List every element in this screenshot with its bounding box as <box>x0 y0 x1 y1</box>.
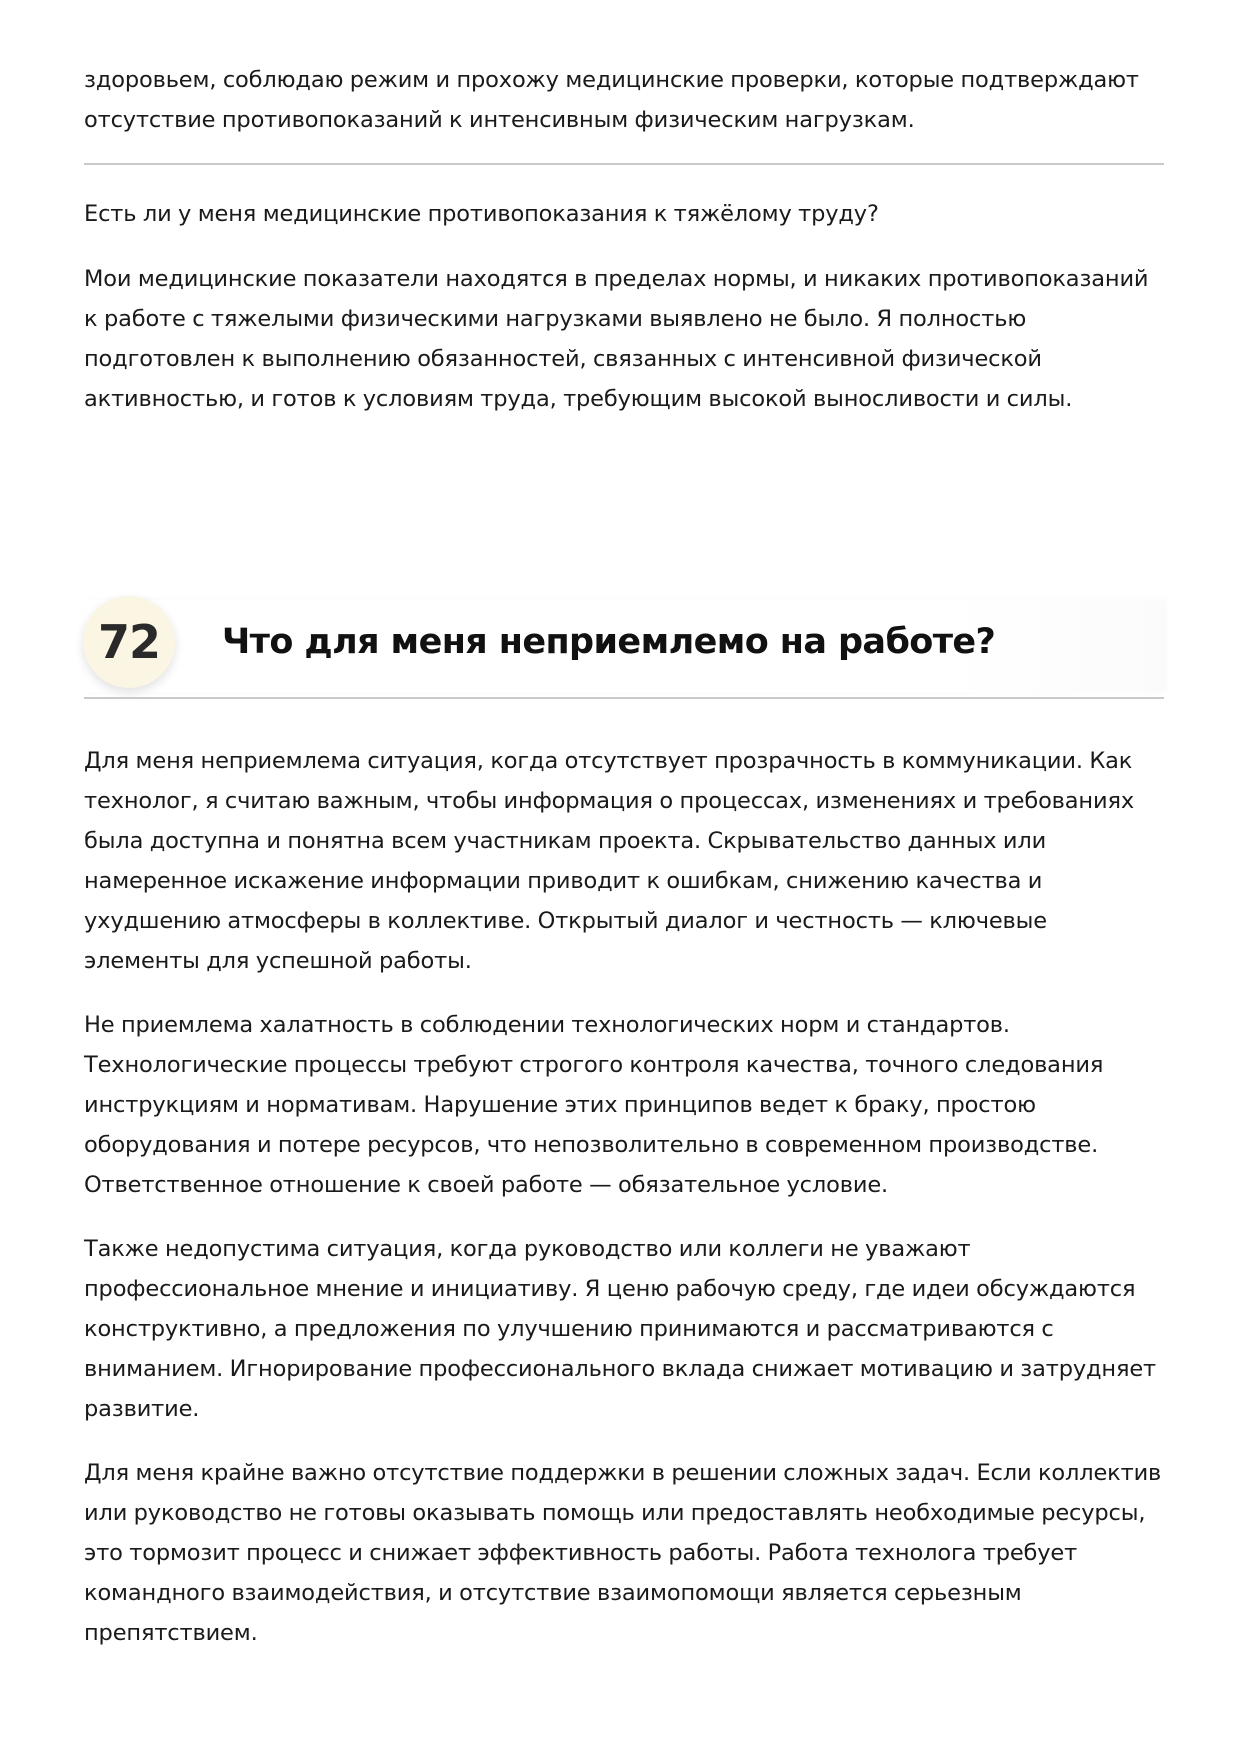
section-number-badge: 72 <box>83 596 175 688</box>
section-divider-line <box>84 697 1164 699</box>
divider-line <box>84 163 1164 165</box>
section-header <box>84 596 1164 692</box>
section-paragraph: Не приемлема халатность в соблюдении технологических норм и стандартов. Технологические процессы требуют строгого контроля качества, точного следования инструкциям и нормативам. Нарушение этих принципов ведет к браку, простою оборудования и потере ресурсов, что непозволительно в современном производстве. Ответственное отношение к своей работе — обязательное условие. <box>84 1012 1104 1198</box>
section-paragraph: Также недопустима ситуация, когда руководство или коллеги не уважают профессиональное мнение и инициативу. Я ценю рабочую среду, где идеи обсуждаются конструктивно, а предложения по улучшению принимаются и рассматриваются с вниманием. Игнорирование профессионального вклада снижает мотивацию и затрудняет развитие. <box>84 1236 1157 1422</box>
section-paragraph: Для меня неприемлема ситуация, когда отсутствует прозрачность в коммуникации. Как технолог, я считаю важным, чтобы информация о процессах, изменениях и требованиях была доступна и понятна всем участникам проекта. Скрывательство данных или намеренное искажение информации приводит к ошибкам, снижению качества и ухудшению атмосферы в коллективе. Открытый диалог и честность — ключевые элементы для успешной работы. <box>84 748 1135 974</box>
section-paragraph: Для меня крайне важно отсутствие поддержки в решении сложных задач. Если коллектив или руководство не готовы оказывать помощь или предоставлять необходимые ресурсы, это тормозит процесс и снижает эффективность работы. Работа технолога требует командного взаимодействия, и отсутствие взаимопомощи является серьезным препятствием. <box>84 1460 1162 1646</box>
previous-answer: Мои медицинские показатели находятся в пределах нормы, и никаких противопоказаний к работе с тяжелыми физическими нагрузками выявлено не было. Я полностью подготовлен к выполнению обязанностей, связанных с интенсивной физической активностью, и готов к условиям труда, требующим высокой выносливости и силы. <box>84 266 1149 412</box>
section-title: Что для меня неприемлемо на работе? <box>222 622 996 662</box>
intro-paragraph: здоровьем, соблюдаю режим и прохожу медицинские проверки, которые подтверждают отсутствие противопоказаний к интенсивным физическим нагрузкам. <box>84 67 1139 133</box>
previous-question: Есть ли у меня медицинские противопоказания к тяжёлому труду? <box>84 201 879 227</box>
